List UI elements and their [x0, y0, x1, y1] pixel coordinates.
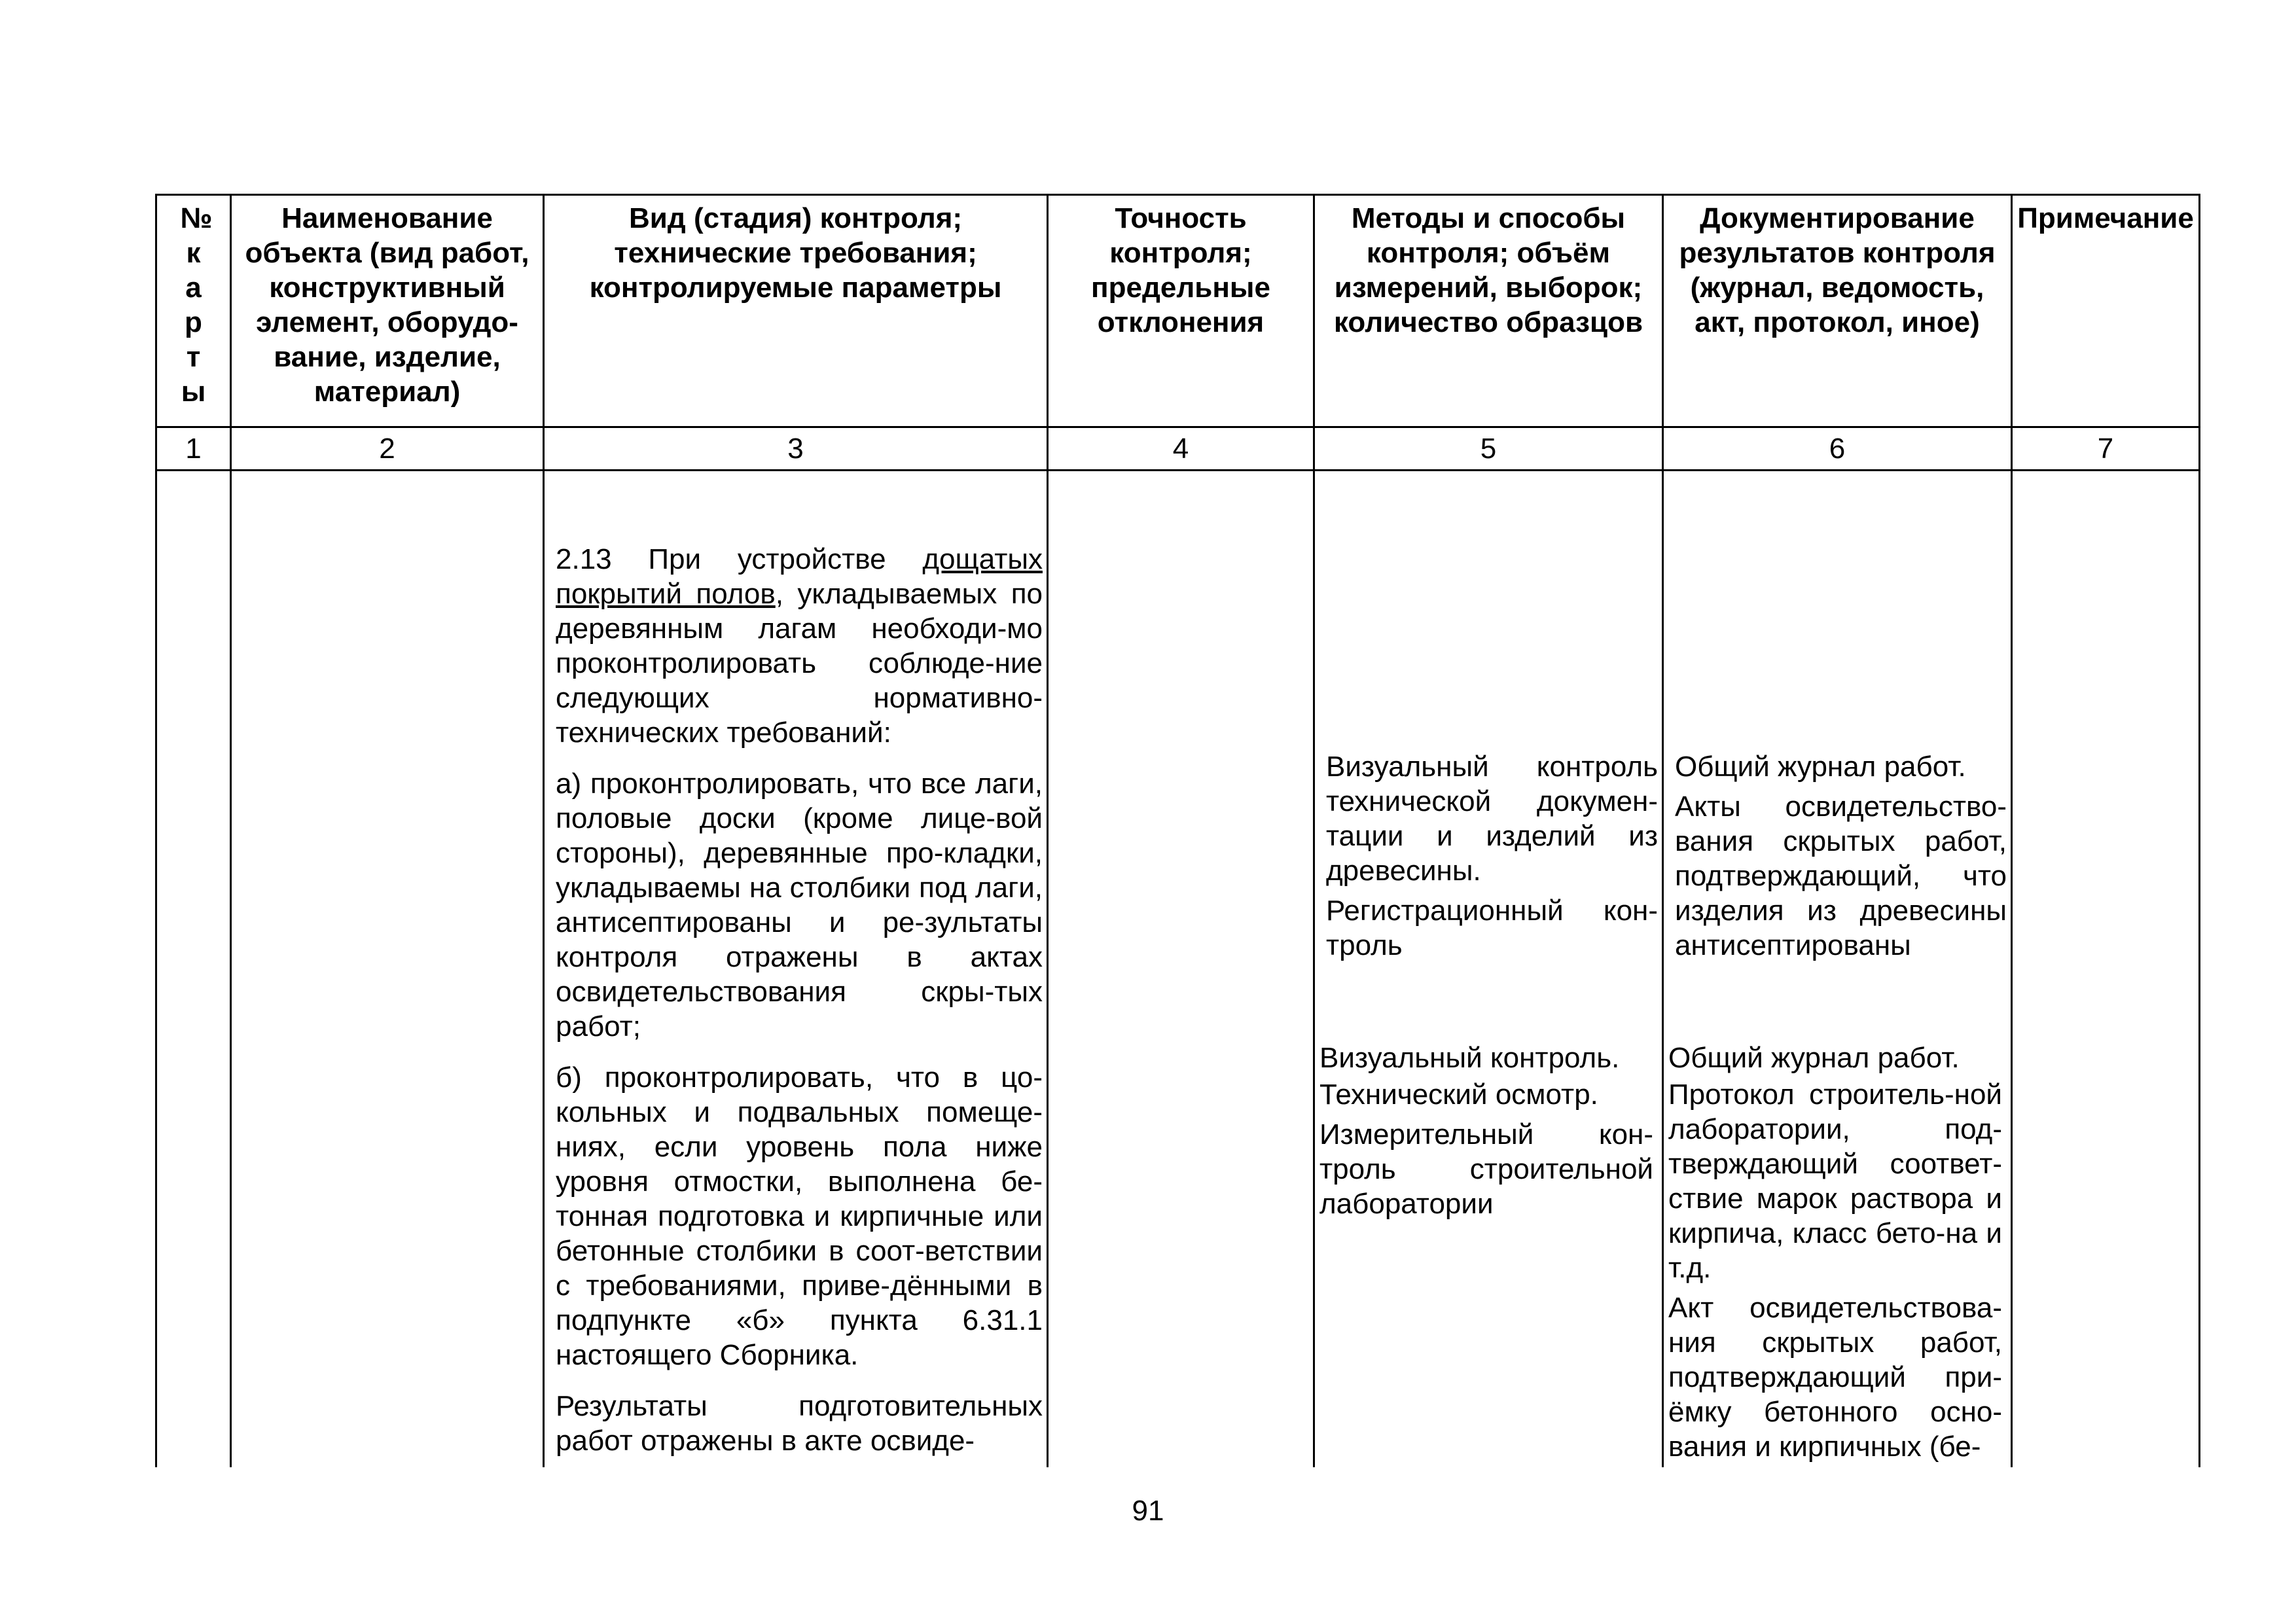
docs-item-b [1668, 1041, 2002, 1464]
cell-note [2012, 471, 2200, 1468]
column-number: 7 [2012, 427, 2200, 471]
cell-object-name [231, 471, 544, 1468]
docs-b-journal: Общий журнал работ. [1668, 1042, 1960, 1074]
docs-b-protocol: Протокол строитель-ной лаборатории, под-тверждающий соответ-ствие марок раствора и кирпича, класс бето-на и т.д. [1668, 1079, 2002, 1284]
methods-item-b [1319, 1041, 1653, 1221]
header-row [156, 195, 2200, 427]
methods-b-measurement: Измерительный кон-троль строительной лаборатории [1319, 1118, 1653, 1220]
column-number: 6 [1663, 427, 2012, 471]
cell-methods [1314, 471, 1663, 1468]
header-methods: Методы и способы контроля; объём измерений, выборок; количество образцов [1314, 195, 1663, 427]
methods-item-a [1326, 749, 1658, 963]
column-number: 4 [1048, 427, 1314, 471]
docs-a-acts: Акты освидетельство-вания скрытых работ, подтверждающий, что изделия из древесины антисептированы [1675, 791, 2007, 961]
methods-b-visual: Визуальный контроль. [1319, 1042, 1620, 1074]
column-number: 1 [156, 427, 231, 471]
header-control-type: Вид (стадия) контроля; технические требования; контролируемые параметры [544, 195, 1048, 427]
cell-accuracy [1048, 471, 1314, 1468]
cell-card-number [156, 471, 231, 1468]
methods-a-registration: Регистрационный кон-троль [1326, 895, 1658, 961]
requirement-item-b: б) проконтролировать, что в цо-кольных и подвальных помеще-ниях, если уровень пола ниже уровня отмостки, выполнена бе-тонная подготовка и кирпичные или бетонные столбики в соот-ветствии с требованиями, приве-дёнными в подпункте «б» пункта 6.31.1 настоящего Сборника. [556, 1061, 1043, 1371]
column-number-row [156, 427, 2200, 471]
requirement-item-a: а) проконтролировать, что все лаги, половые доски (кроме лице-вой стороны), деревянные про-кладки, укладываемы на столбики под лаги, антисептированы и ре-зультаты контроля отражены в актах освидетельствования скры-тых работ; [556, 768, 1043, 1043]
requirement-results: Результаты подготовительных работ отражены в акте освиде- [556, 1390, 1043, 1457]
column-number: 3 [544, 427, 1048, 471]
header-note: Примечание [2012, 195, 2200, 427]
underlined-term: дощатых покрытий полов [556, 543, 1043, 610]
column-number: 2 [231, 427, 544, 471]
methods-b-inspection: Технический осмотр. [1319, 1079, 1598, 1111]
header-accuracy: Точность контроля; предельные отклонения [1048, 195, 1314, 427]
requirement-intro: 2.13 При устройстве дощатых покрытий полов, укладываемых по деревянным лагам необходи-мо проконтролировать соблюде-ние следующих нормативно-технических требований: [556, 543, 1043, 749]
docs-a-journal: Общий журнал работ. [1675, 751, 1966, 783]
column-number: 5 [1314, 427, 1663, 471]
header-documentation: Документирование результатов контроля (журнал, ведомость, акт, протокол, иное) [1663, 195, 2012, 427]
header-object-name: Наименование объекта (вид работ, конструктивный элемент, оборудо-вание, изделие, материал) [231, 195, 544, 427]
methods-a-visual: Визуальный контроль технической докумен-тации и изделий из древесины. [1326, 751, 1658, 887]
header-card-number: № к а р т ы [156, 195, 231, 427]
page-number: 91 [1132, 1495, 1164, 1527]
docs-b-act: Акт освидетельствова-ния скрытых работ, подтверждающий при-ёмку бетонного осно-вания и кирпичных (бе- [1668, 1292, 2002, 1463]
cell-control-requirements [544, 471, 1048, 1468]
